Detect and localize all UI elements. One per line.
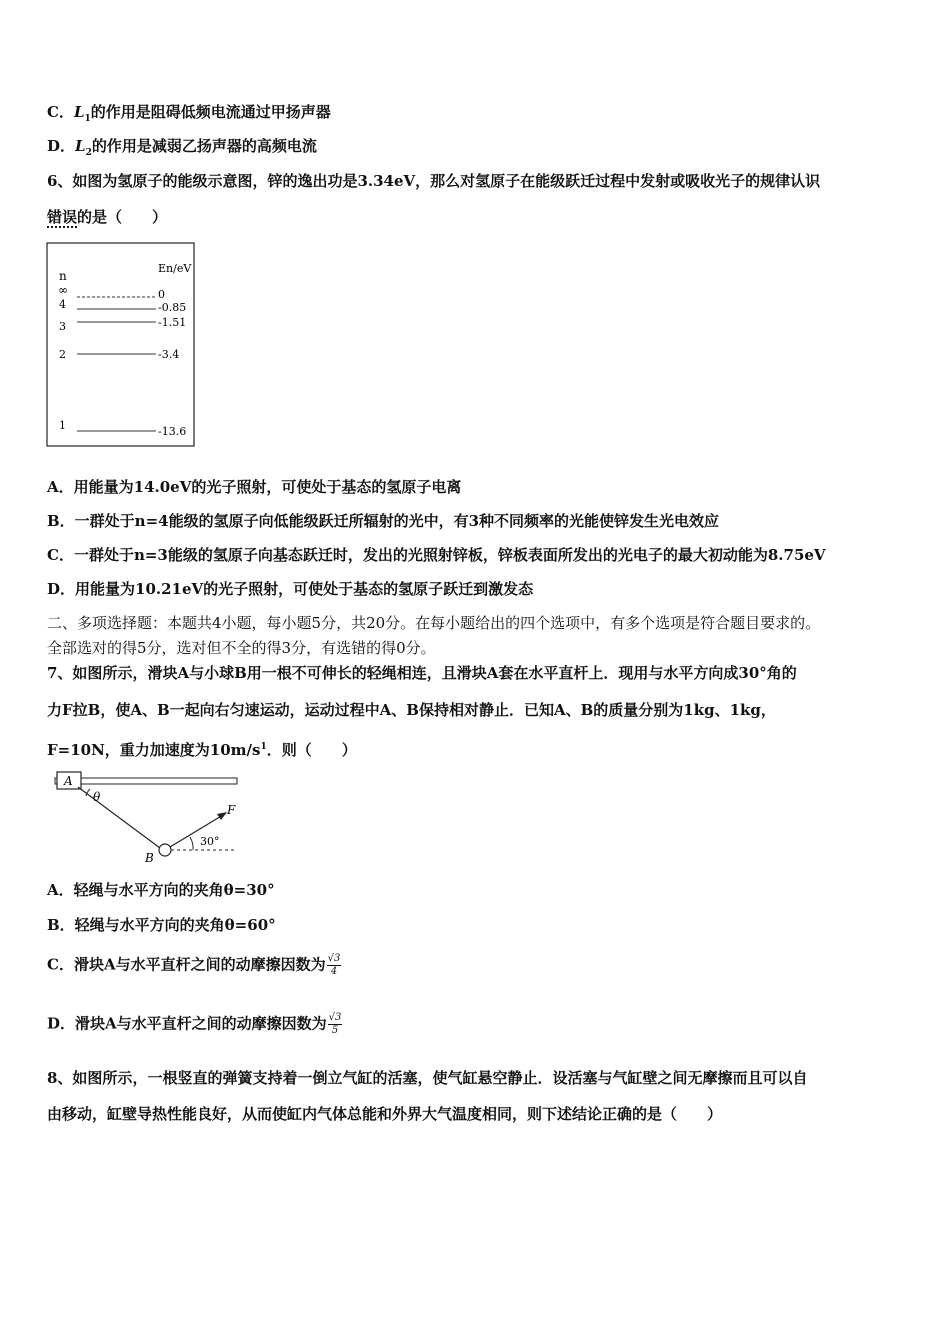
horizontal-rod — [55, 778, 237, 784]
level-n-1: 1 — [59, 419, 66, 432]
q6-option-d: D．用能量为10.21eV的光子照射，可使处于基态的氢原子跃迁到激发态 — [47, 580, 534, 598]
q8-stem-line2: 由移动，缸壁导热性能良好，从而使缸内气体总能和外界大气温度相同，则下述结论正确的是（ ） — [47, 1105, 723, 1123]
slider-ball-figure — [45, 768, 241, 866]
stem-text: F=10N，重力加速度为10m/s — [47, 741, 261, 759]
q6-option-a: A．用能量为14.0eV的光子照射，可使处于基态的氢原子电离 — [47, 478, 462, 496]
denominator: 4 — [330, 966, 338, 977]
label-b: B — [145, 851, 154, 865]
level-energy-3: -1.51 — [158, 316, 187, 329]
numerator: √3 — [327, 953, 341, 964]
level-energy-inf: 0 — [158, 288, 165, 301]
ball-b — [159, 844, 171, 856]
q6-option-c: C．一群处于n=3能级的氢原子向基态跃迁时，发出的光照射锌板，锌板表面所发出的光电子的最大初动能为8.75eV — [47, 546, 826, 564]
n-axis-label: n — [59, 269, 67, 283]
superscript: 1 — [260, 742, 267, 752]
q6-option-b: B．一群处于n=4能级的氢原子向低能级跃迁所辐射的光中，有3种不同频率的光能使锌发生光电效应 — [47, 512, 720, 530]
level-n-4: 4 — [59, 298, 66, 311]
energy-axis-label: En/eV — [158, 262, 192, 275]
q7-option-c — [47, 953, 341, 978]
option-text: C．滑块A与水平直杆之间的动摩擦因数为 — [47, 955, 326, 974]
q7-stem-line2: 力F拉B，使A、B一起向右匀速运动，运动过程中A、B保持相对静止．已知A、B的质量分别为1kg、1kg， — [47, 701, 776, 719]
q5-option-d — [47, 136, 317, 163]
variable-l: L — [75, 137, 86, 155]
option-label: D． — [47, 137, 76, 155]
denominator: 5 — [331, 1025, 339, 1036]
q7-stem-line3 — [47, 737, 357, 760]
level-n-3: 3 — [59, 320, 66, 333]
section2-line1: 二、多项选择题：本题共4小题，每小题5分，共20分。在每小题给出的四个选项中，有多个选项是符合题目要求的。 — [47, 614, 821, 632]
option-text: 的作用是阻碍低频电流通过甲扬声器 — [90, 103, 331, 121]
subscript: 1 — [84, 114, 91, 124]
label-theta: θ — [93, 790, 101, 804]
emphasis-text: 错误 — [47, 208, 78, 226]
fraction — [327, 953, 342, 978]
stem-end: ．则（ ） — [266, 741, 357, 759]
subscript: 2 — [85, 148, 92, 158]
level-energy-4: -0.85 — [158, 301, 187, 314]
section2-line2: 全部选对的得5分，选对但不全的得3分，有选错的得0分。 — [47, 639, 436, 657]
q6-stem-line2 — [47, 207, 167, 227]
q7-option-a: A．轻绳与水平方向的夹角θ=30° — [47, 881, 275, 899]
stem-rest: 的是（ ） — [77, 208, 168, 226]
arrow-head-icon — [217, 812, 227, 820]
option-text: 的作用是减弱乙扬声器的高频电流 — [91, 137, 317, 155]
level-energy-1: -13.6 — [158, 425, 187, 438]
rope — [78, 787, 160, 848]
label-angle: 30° — [200, 835, 220, 848]
q7-stem-line1: 7、如图所示，滑块A与小球B用一根不可伸长的轻绳相连，且滑块A套在水平直杆上．现用与水平方向成30°角的 — [47, 664, 797, 682]
label-a: A — [64, 774, 73, 788]
q6-stem-line1: 6、如图为氢原子的能级示意图，锌的逸出功是3.34eV，那么对氢原子在能级跃迁过程中发射或吸收光子的规律认识 — [47, 172, 821, 190]
level-n-2: 2 — [59, 348, 66, 361]
q5-option-c — [47, 102, 331, 129]
level-energy-2: -3.4 — [158, 348, 180, 361]
label-f: F — [227, 803, 236, 817]
numerator: √3 — [328, 1012, 342, 1023]
q7-option-b: B．轻绳与水平方向的夹角θ=60° — [47, 916, 276, 934]
q7-option-d — [47, 1012, 342, 1037]
level-n-inf: ∞ — [58, 283, 68, 297]
variable-l: L — [73, 103, 85, 121]
fraction — [328, 1012, 343, 1037]
option-label: C． — [47, 103, 74, 121]
energy-level-diagram — [46, 242, 196, 448]
q8-stem-line1: 8、如图所示，一根竖直的弹簧支持着一倒立气缸的活塞，使气缸悬空静止．设活塞与气缸壁之间无摩擦而且可以自 — [47, 1069, 808, 1087]
option-text: D．滑块A与水平直杆之间的动摩擦因数为 — [47, 1014, 327, 1033]
